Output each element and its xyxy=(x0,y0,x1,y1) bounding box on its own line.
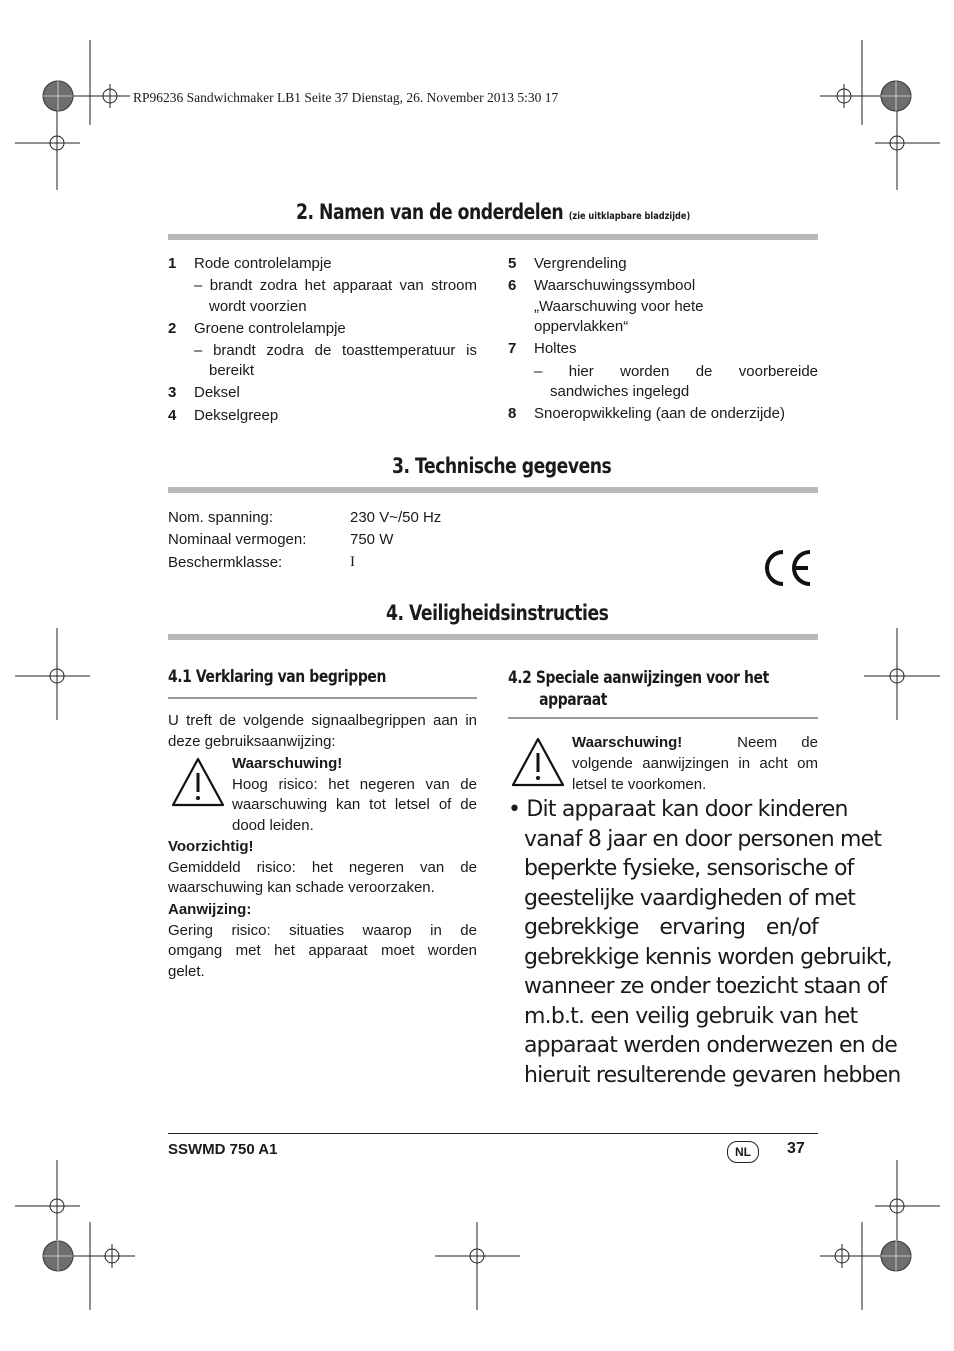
spec-label: Beschermklasse: xyxy=(168,554,283,571)
warning-text: waarschuwing kan tot letsel of de xyxy=(232,796,477,813)
part-label: „Waarschuwing voor hete xyxy=(534,298,704,315)
part-label: Rode controlelampje xyxy=(194,255,332,272)
bullet-line: apparaat werden onderwezen en de xyxy=(524,1033,898,1058)
caution-text: Gemiddeld risico: het negeren van de xyxy=(168,859,477,876)
footer-rule xyxy=(168,1133,818,1134)
bullet-line: gebrekkige ervaring en/of xyxy=(524,915,818,940)
caution-text: waarschuwing kan schade veroorzaken. xyxy=(168,879,435,896)
ce-mark-icon xyxy=(762,548,814,588)
bullet-line: geestelijke vaardigheden of met xyxy=(524,885,856,911)
note-text: omgang met het apparaat moet worden xyxy=(168,942,477,959)
warning-label: Waarschuwing! xyxy=(232,755,343,772)
part-sub: – brandt zodra het apparaat van stroom xyxy=(194,277,477,294)
warning-text: volgende aanwijzingen in acht om xyxy=(572,755,818,772)
bullet-line: m.b.t. een veilig gebruik van het xyxy=(524,1003,858,1029)
part-sub: – brandt zodra de toasttemperatuur is xyxy=(194,342,477,359)
part-number: 5 xyxy=(508,255,517,272)
spec-value: 750 W xyxy=(350,531,394,548)
part-number: 7 xyxy=(508,340,517,357)
part-label: Holtes xyxy=(534,340,577,357)
intro-text: deze gebruiksaanwijzing: xyxy=(168,733,336,750)
part-number: 4 xyxy=(168,407,177,424)
spec-value: 230 V~/50 Hz xyxy=(350,509,442,526)
section2-title xyxy=(296,200,690,224)
spec-value: I xyxy=(350,554,355,570)
bullet-line: gebrekkige kennis worden gebruikt, xyxy=(524,944,892,970)
part-sub: – hier worden de voorbereide xyxy=(534,363,818,380)
footer-model: SSWMD 750 A1 xyxy=(168,1141,278,1158)
part-label: oppervlakken“ xyxy=(534,318,629,335)
subsection-4-1-rule xyxy=(168,697,477,699)
part-number: 3 xyxy=(168,384,177,401)
section4-title: 4. Veiligheidsinstructies xyxy=(386,601,609,625)
section4-rule xyxy=(168,634,818,640)
subsection-4-2-title xyxy=(508,667,769,711)
bullet-line: beperkte fysieke, sensorische of xyxy=(524,856,854,881)
note-label: Aanwijzing: xyxy=(168,901,252,918)
bullet-line: vanaf 8 jaar en door personen met xyxy=(524,826,882,852)
part-sub: sandwiches ingelegd xyxy=(550,383,690,400)
warning-text: Neem de xyxy=(737,734,818,751)
part-label: Snoeropwikkeling (aan de onderzijde) xyxy=(534,405,785,422)
subsection-4-2-title-line1: 4.2 Speciale aanwijzingen voor het xyxy=(508,668,769,688)
note-text: gelet. xyxy=(168,963,205,980)
warning-line xyxy=(572,732,818,753)
bullet-line: hieruit resulterende gevaren hebben xyxy=(524,1062,901,1088)
part-sub: bereikt xyxy=(209,362,255,379)
part-label: Dekselgreep xyxy=(194,407,279,424)
section3-rule xyxy=(168,487,818,493)
spec-label: Nom. spanning: xyxy=(168,509,274,526)
warning-label: Waarschuwing! xyxy=(572,734,683,751)
subsection-4-2-title-line2: apparaat xyxy=(539,690,608,710)
caution-label: Voorzichtig! xyxy=(168,838,254,855)
subsection-4-1-title: 4.1 Verklaring van begrippen xyxy=(168,667,386,687)
part-label: Waarschuwingssymbool xyxy=(534,277,696,294)
warning-text: letsel te voorkomen. xyxy=(572,776,707,793)
intro-text: U treft de volgende signaalbegrippen aan in xyxy=(168,712,477,729)
print-info: RP96236 Sandwichmaker LB1 Seite 37 Dienstag, 26. November 2013 5:30 17 xyxy=(133,90,559,105)
section2-title-text: 2. Namen van de onderdelen xyxy=(296,200,564,224)
page-number: 37 xyxy=(787,1140,805,1157)
part-number: 8 xyxy=(508,405,517,422)
section2-rule xyxy=(168,234,818,240)
warning-triangle-icon xyxy=(510,736,566,788)
section3-title: 3. Technische gegevens xyxy=(392,454,612,478)
note-text: Gering risico: situaties waarop in de xyxy=(168,922,477,939)
subsection-4-2-rule xyxy=(508,717,818,719)
part-number: 6 xyxy=(508,277,517,294)
part-sub: wordt voorzien xyxy=(209,298,307,315)
part-number: 1 xyxy=(168,255,177,272)
part-label: Vergrendeling xyxy=(534,255,627,272)
section2-subtitle: (zie uitklapbare bladzijde) xyxy=(568,211,691,222)
part-number: 2 xyxy=(168,320,177,337)
spec-label: Nominaal vermogen: xyxy=(168,531,307,548)
language-badge: NL xyxy=(727,1141,759,1163)
warning-text: dood leiden. xyxy=(232,817,314,834)
safety-bullet xyxy=(508,795,901,1090)
warning-triangle-icon xyxy=(170,756,226,808)
bullet-line: wanneer ze onder toezicht staan of xyxy=(524,974,887,999)
warning-text: Hoog risico: het negeren van de xyxy=(232,776,477,793)
part-label: Deksel xyxy=(194,384,240,401)
part-label: Groene controlelampje xyxy=(194,320,346,337)
bullet-line: • Dit apparaat kan door kinderen xyxy=(508,797,848,822)
